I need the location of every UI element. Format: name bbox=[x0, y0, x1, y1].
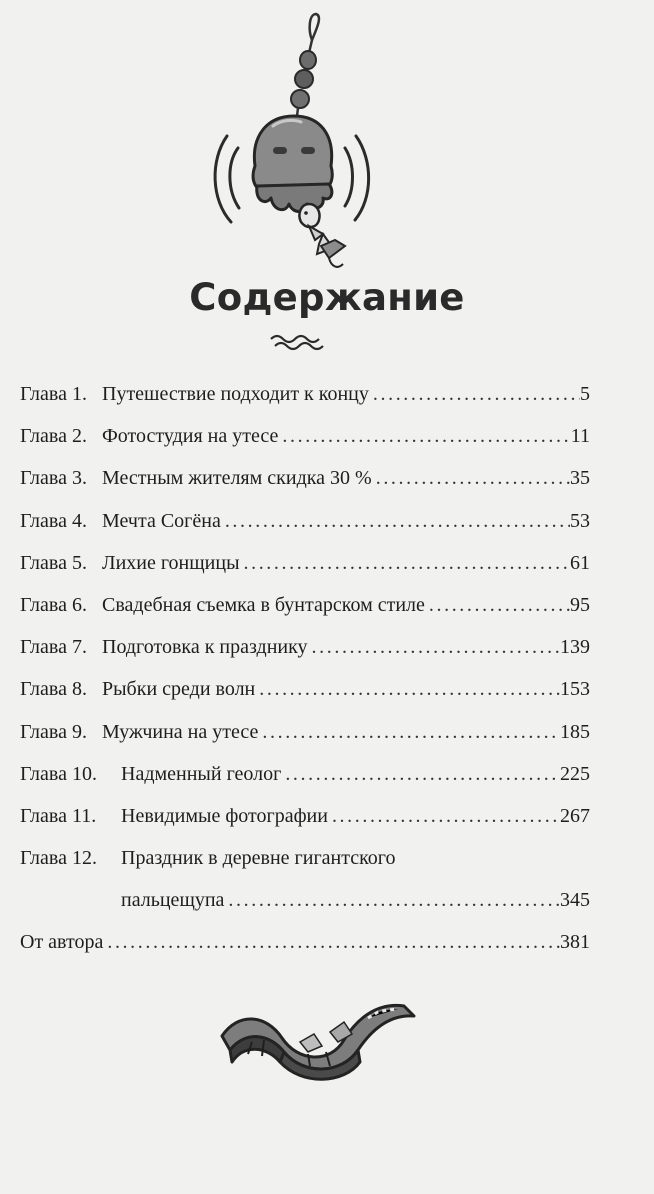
page-number: 185 bbox=[560, 720, 590, 743]
bead bbox=[291, 90, 309, 108]
chapter-title: Мужчина на утесе bbox=[102, 720, 259, 743]
toc-entry bbox=[20, 542, 590, 584]
page-number: 35 bbox=[570, 467, 590, 490]
leader-dots bbox=[281, 753, 560, 795]
chapter-number: Глава 11. bbox=[20, 804, 97, 827]
motion-line bbox=[230, 148, 239, 208]
chapter-number: Глава 8. bbox=[20, 678, 87, 701]
chapter-number: Глава 10. bbox=[20, 762, 97, 785]
chapter-title: Невидимые фотографии bbox=[121, 804, 328, 827]
chapter-number: Глава 2. bbox=[20, 425, 87, 448]
leader-dots bbox=[278, 415, 570, 457]
film-strip-illustration bbox=[218, 992, 423, 1084]
chapter-title-line-1: Праздник в деревне гигантского bbox=[121, 847, 396, 870]
leader-dots bbox=[224, 879, 560, 921]
toc-entry bbox=[20, 500, 590, 542]
leader-dots bbox=[369, 373, 580, 415]
chapter-number: Глава 4. bbox=[20, 509, 87, 532]
chapter-number: Глава 6. bbox=[20, 593, 87, 616]
chapter-number: Глава 1. bbox=[20, 383, 87, 405]
toc-entry bbox=[20, 457, 590, 499]
chapter-title: Лихие гонщицы bbox=[102, 551, 240, 574]
toc-entry bbox=[20, 668, 590, 710]
toc-entry bbox=[20, 837, 590, 921]
wave-ornament-icon bbox=[269, 333, 325, 351]
leader-dots bbox=[328, 795, 560, 837]
bead bbox=[295, 70, 313, 88]
table-of-contents bbox=[20, 373, 590, 964]
chapter-number: Глава 5. bbox=[20, 551, 87, 574]
page-number: 345 bbox=[560, 889, 590, 912]
toc-entry bbox=[20, 711, 590, 753]
leader-dots bbox=[308, 626, 560, 668]
octopus-eye bbox=[301, 147, 315, 154]
octopus-tentacles bbox=[257, 184, 332, 212]
chapter-title: Местным жителям скидка 30 % bbox=[102, 467, 372, 490]
leader-dots bbox=[103, 921, 560, 963]
chapter-title-line-2: пальцещупа bbox=[121, 889, 225, 912]
string-loop bbox=[310, 14, 319, 40]
page-number: 61 bbox=[570, 551, 590, 574]
toc-entry bbox=[20, 584, 590, 626]
chapter-title: От автора bbox=[20, 931, 104, 954]
chapter-title: Рыбки среди волн bbox=[102, 678, 256, 701]
leader-dots bbox=[425, 584, 570, 626]
page-number: 11 bbox=[570, 425, 590, 448]
page-number: 139 bbox=[560, 636, 590, 659]
chapter-number: Глава 7. bbox=[20, 636, 87, 659]
toc-entry bbox=[20, 921, 590, 963]
chapter-title: Свадебная съемка в бунтарском стиле bbox=[102, 593, 425, 616]
page-number: 53 bbox=[570, 509, 590, 532]
page-number: 267 bbox=[560, 804, 590, 827]
page-number: 225 bbox=[560, 762, 590, 785]
page-number: 95 bbox=[570, 593, 590, 616]
chapter-number: Глава 9. bbox=[20, 720, 87, 743]
leader-dots bbox=[221, 500, 570, 542]
toc-entry bbox=[20, 795, 590, 837]
toc-entry bbox=[20, 373, 590, 415]
chapter-title: Путешествие подходит к концу bbox=[102, 383, 369, 405]
toc-entry bbox=[20, 753, 590, 795]
page-title: Содержание bbox=[189, 276, 465, 319]
octopus-head bbox=[253, 116, 332, 194]
bead bbox=[300, 51, 316, 69]
chapter-title: Надменный геолог bbox=[121, 762, 282, 785]
page-number: 153 bbox=[560, 678, 590, 701]
page-number: 381 bbox=[560, 931, 590, 954]
chapter-number: Глава 12. bbox=[20, 847, 97, 870]
chapter-number: Глава 3. bbox=[20, 467, 87, 490]
toc-entry bbox=[20, 415, 590, 457]
octopus-eye bbox=[273, 147, 287, 154]
toc-entry bbox=[20, 626, 590, 668]
leader-dots bbox=[255, 668, 560, 710]
chapter-title: Подготовка к празднику bbox=[102, 636, 308, 659]
leader-dots bbox=[372, 457, 570, 499]
fish-illustration bbox=[299, 204, 345, 267]
page-number: 5 bbox=[580, 383, 590, 405]
leader-dots bbox=[240, 542, 571, 584]
motion-line bbox=[345, 148, 353, 206]
leader-dots bbox=[258, 711, 560, 753]
motion-line bbox=[355, 136, 369, 220]
octopus-chime-illustration bbox=[205, 8, 375, 278]
chapter-title: Мечта Согёна bbox=[102, 509, 221, 532]
chapter-title: Фотостудия на утесе bbox=[102, 425, 279, 448]
